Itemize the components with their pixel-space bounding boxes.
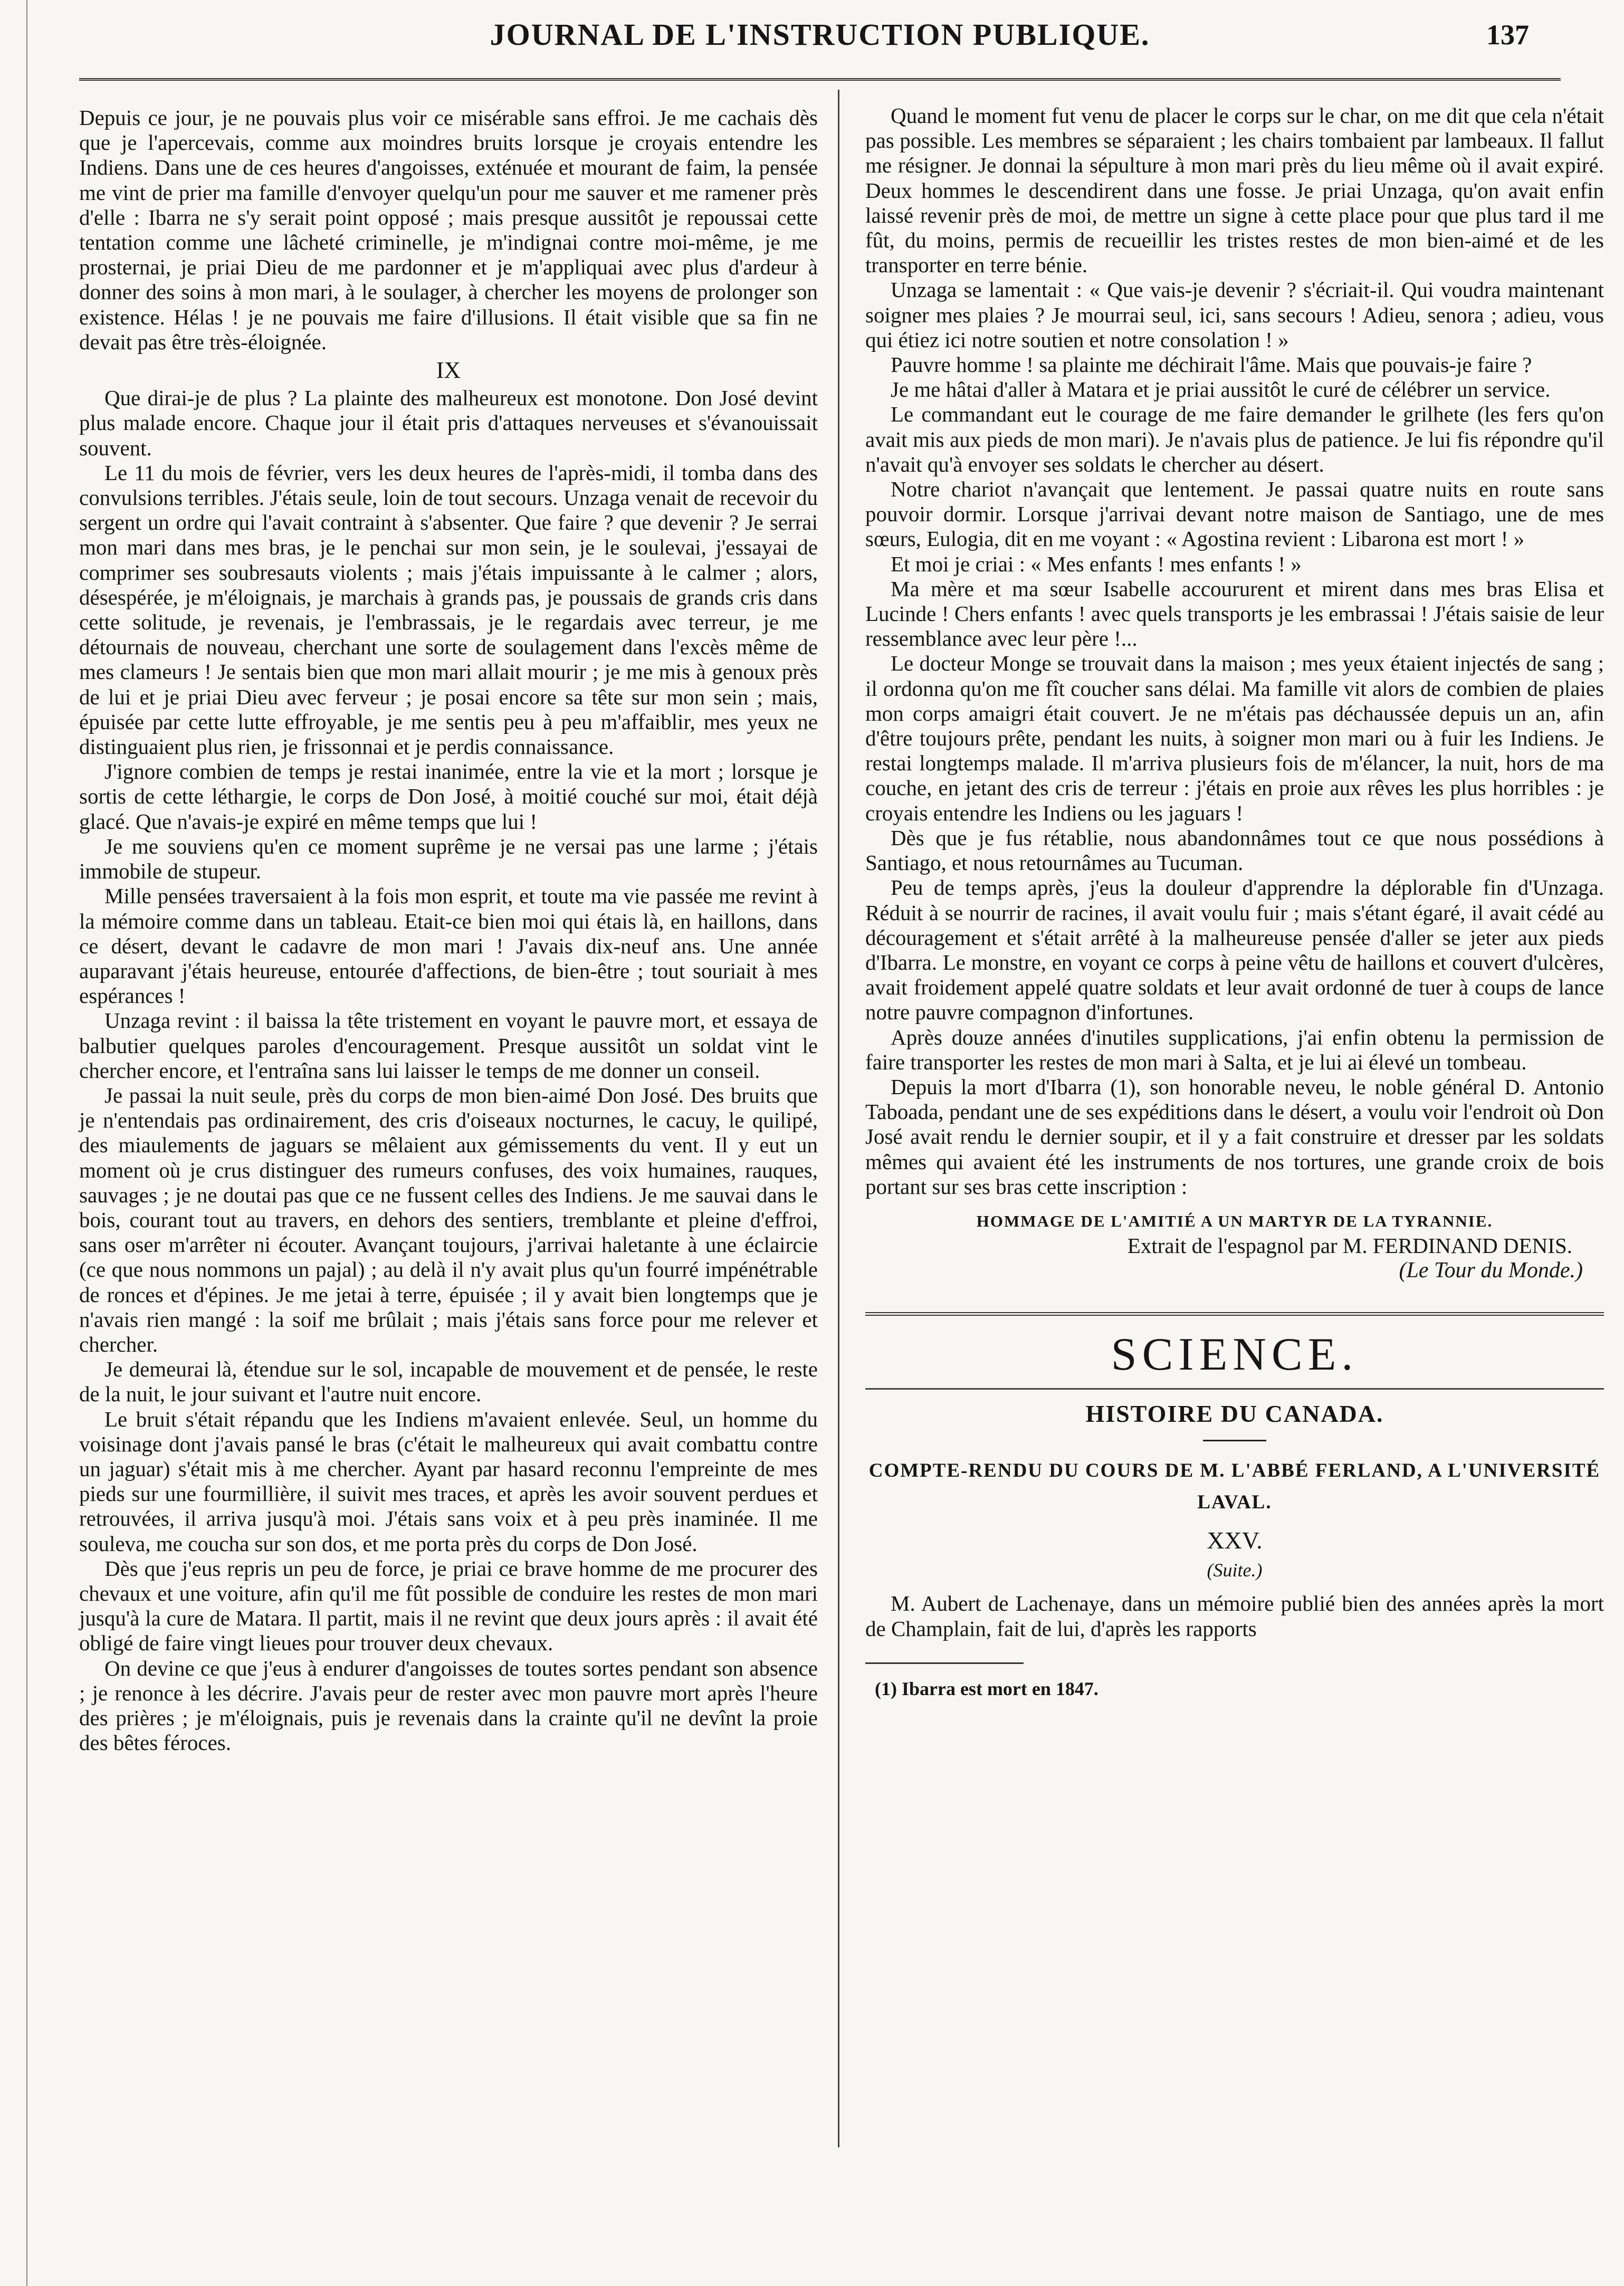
science-heading: SCIENCE. <box>1111 1328 1359 1380</box>
paragraph: J'ignore combien de temps je restai inanimée, entre la vie et la mort ; lorsque je sortis de cette léthargie, le corps de Don José, à moitié couché sur moi, était déjà glacé. Que n'avais-je expiré en même temps que lui ! <box>79 759 818 834</box>
paragraph: Je passai la nuit seule, près du corps de mon bien-aimé Don José. Des bruits que je n'entendais pas ordinairement, des cris d'oiseaux nocturnes, le cacuy, le quilipé, des miaulements de jaguars se mêlaient aux gémissements du vent. Il y eut un moment où je crus distinguer des rumeurs confuses, des voix humaines, rauques, sauvages ; je ne doutai pas que ce ne fussent celles des Indiens. Je me sauvai dans le bois, courant tout au travers, en dehors des sentiers, tremblante et pleine d'effroi, sans oser m'arrêter ni écouter. Avançant toujours, j'arrivai haletante à une éclaircie (ce que nous nommons un pajal) ; au delà il n'y avait plus qu'un fourré impénétrable de ronces et d'épines. Je me jetai à terre, épuisée ; il y avait bien longtemps que je n'avais rien mangé : la soif me brûlait ; mais j'étais sans force pour me relever et chercher. <box>79 1083 818 1356</box>
paragraph: Le commandant eut le courage de me faire demander le grilhete (les fers qu'on avait mis aux pieds de mon mari). Je n'avais plus de patience. Je lui fis répondre qu'il n'avait qu'à envoyer ses soldats le chercher au désert. <box>865 402 1604 476</box>
paragraph: Unzaga revint : il baissa la tête tristement en voyant le pauvre mort, et essaya de balbutier quelques paroles d'encouragement. Presque aussitôt un soldat vint le chercher encore, et l'entraîna sans lui laisser le temps de me donner un conseil. <box>79 1008 818 1083</box>
cross-inscription: HOMMAGE DE L'AMITIÉ A UN MARTYR DE LA TYRANNIE. <box>976 1211 1493 1230</box>
part-number: XXV. <box>1207 1526 1263 1554</box>
title-rule <box>1203 1440 1266 1441</box>
paragraph: Depuis la mort d'Ibarra (1), son honorable neveu, le noble général D. Antonio Taboada, pendant une de ses expéditions dans le désert, a voulu voir l'endroit où Don José avait rendu le dernier soupir, et il y a fait construire et dresser par les soldats mêmes qui avaient été les instruments de nos tortures, une grande croix de bois portant sur ses bras cette inscription : <box>865 1074 1604 1199</box>
footnote-rule <box>865 1662 1024 1664</box>
paragraph: Ma mère et ma sœur Isabelle accoururent et mirent dans mes bras Elisa et Lucinde ! Chers enfants ! avec quels transports je les embrassai ! J'étais saisie de leur ressemblance avec leur père !... <box>865 576 1604 651</box>
column-divider <box>838 90 839 2147</box>
paragraph: Après douze années d'inutiles supplications, j'ai enfin obtenu la permission de faire transporter les restes de mon mari à Salta, et je lui ai élevé un tombeau. <box>865 1025 1604 1074</box>
paragraph: Je me souviens qu'en ce moment suprême je ne versai pas une larme ; j'étais immobile de stupeur. <box>79 834 818 884</box>
source-citation: (Le Tour du Monde.) <box>1399 1258 1583 1283</box>
article-title: HISTOIRE DU CANADA. <box>1085 1400 1384 1427</box>
paragraph: Le docteur Monge se trouvait dans la maison ; mes yeux étaient injectés de sang ; il ordonna qu'on me fît coucher sans délai. Ma famille vit alors de combien de plaies mon corps amaigri était couvert. Je ne m'étais pas déchaussée depuis un an, afin d'être toujours prête, pendant les nuits, à soigner mon mari ou à fuir les Indiens. Je restai longtemps malade. Il m'arriva plusieurs fois de m'élancer, la nuit, hors de ma couche, en jetant des cris de terreur : j'étais en proie aux rêves les plus horribles : je croyais entendre les Indiens ou les jaguars ! <box>865 651 1604 825</box>
paragraph: Pauvre homme ! sa plainte me déchirait l'âme. Mais que pouvais-je faire ? <box>891 352 1532 377</box>
page-header <box>79 14 1561 56</box>
header-rule <box>79 78 1561 81</box>
paragraph: Le 11 du mois de février, vers les deux heures de l'après-midi, il tomba dans des convulsions terribles. J'étais seule, loin de tout secours. Unzaga venait de recevoir du sergent un ordre qui l'avait contraint à s'absenter. Que faire ? que devenir ? Je serrai mon mari dans mes bras, je le penchai sur mon sein, je le soulevai, j'essayai de comprimer ses soubresauts violents ; mais j'étais impuissante à le calmer ; alors, désespérée, je m'éloignais, je marchais à grands pas, je poussais de grands cris dans cette solitude, je revenais, je l'embrassais, je le regardais avec terreur, je me détournais de nouveau, cherchant une sorte de soulagement dans l'excès même de mes clameurs ! Je sentais bien que mon mari allait mourir ; je me mis à genoux près de lui et je priai Dieu avec ferveur ; je posai encore sa tête sur mon sein ; mais, épuisée par cette lutte effroyable, je me sentis peu à peu m'affaiblir, mes yeux ne distinguaient plus rien, je frissonnai et je perdis connaissance. <box>79 460 818 759</box>
page-binding-edge <box>26 0 27 2286</box>
paragraph: Dès que j'eus repris un peu de force, je priai ce brave homme de me procurer des chevaux et une voiture, afin qu'il me fût possible de conduire les restes de mon mari jusqu'à la cure de Matara. Il partit, mais il ne revint que deux jours après : il avait été obligé de faire vingt lieues pour trouver deux chevaux. <box>79 1556 818 1656</box>
paragraph: Depuis ce jour, je ne pouvais plus voir ce misérable sans effroi. Je me cachais dès que je l'apercevais, comme aux moindres bruits lorsque je croyais entendre les Indiens. Dans une de ces heures d'angoisses, exténuée et mourant de faim, la pensée me vint de prier ma famille d'envoyer quelqu'un pour me sauver et me ramener près d'elle : Ibarra ne s'y serait point opposé ; mais presque aussitôt je repoussai cette tentation comme une lâcheté criminelle, je m'indignai contre moi-même, je me prosternai, je priai Dieu de me pardonner et je m'appliquai avec plus d'ardeur à donner des soins à mon mari, à le soulager, à chercher les moyens de prolonger son existence. Hélas ! je ne pouvais me faire d'illusions. Il était visible que sa fin ne devait pas être très-éloignée. <box>79 106 818 354</box>
footnote: (1) Ibarra est mort en 1847. <box>875 1678 1098 1699</box>
paragraph: Le bruit s'était répandu que les Indiens m'avaient enlevée. Seul, un homme du voisinage dont j'avais pansé le bras (c'était le malheureux qui avait combattu contre un jaguar) s'était mis à me chercher. Ayant par hasard reconnu l'empreinte de mes pieds sur une fourmillière, il suivit mes traces, et après les avoir souvent perdues et retrouvées, il arriva jusqu'à moi. J'étais sans voix et à peu près inaminée. Il me souleva, me coucha sur son dos, et me porta près du corps de Don José. <box>79 1407 818 1556</box>
left-column <box>79 106 818 1755</box>
paragraph: Et moi je criai : « Mes enfants ! mes enfants ! » <box>891 551 1302 576</box>
translation-credit: Extrait de l'espagnol par M. FERDINAND DENIS. <box>1127 1233 1572 1258</box>
paragraph: Je me hâtai d'aller à Matara et je priai aussitôt le curé de célébrer un service. <box>891 377 1551 402</box>
article-subtitle: COMPTE-RENDU DU COURS DE M. L'ABBÉ FERLAND, A L'UNIVERSITÉ LAVAL. <box>868 1459 1601 1513</box>
section-number: IX <box>436 357 461 384</box>
paragraph: Notre chariot n'avançait que lentement. Je passai quatre nuits en route sans pouvoir dormir. Lorsque j'arrivai devant notre maison de Santiago, une de mes sœurs, Eulogia, dit en me voyant : « Agostina revient : Libarona est mort ! » <box>865 477 1604 551</box>
paragraph: Quand le moment fut venu de placer le corps sur le char, on me dit que cela n'était pas possible. Les membres se séparaient ; les chairs tombaient par lambeaux. Il fallut me résigner. Je donnai la sépulture à mon mari près du lieu même où il avait expiré. Deux hommes le descendirent dans une fosse. Je priai Unzaga, qu'on avait enfin laissé revenir près de moi, de mettre un signe à cette place pour que plus tard il me fût, du moins, permis de recueillir les tristes restes de mon bien-aimé et de les transporter en terre bénie. <box>865 103 1604 278</box>
paragraph: Unzaga se lamentait : « Que vais-je devenir ? s'écriait-il. Qui voudra maintenant soigner mes plaies ? Je mourrai seul, ici, sans secours ! Adieu, senora ; adieu, vous qui étiez ici notre soutien et notre consolation ! » <box>865 278 1604 352</box>
paragraph: Dès que je fus rétablie, nous abandonnâmes tout ce que nous possédions à Santiago, et nous retournâmes au Tucuman. <box>865 825 1604 875</box>
paragraph: Mille pensées traversaient à la fois mon esprit, et toute ma vie passée me revint à la mémoire comme dans un tableau. Etait-ce bien moi qui étais là, en haillons, dans ce désert, devant le cadavre de mon mari ! J'avais dix-neuf ans. Une année auparavant j'étais heureuse, entourée d'affections, de bien-être ; tout souriait à mes espérances ! <box>79 884 818 1008</box>
heading-rule <box>865 1388 1604 1390</box>
continued-note: (Suite.) <box>1207 1560 1263 1581</box>
paragraph: M. Aubert de Lachenaye, dans un mémoire publié bien des années après la mort de Champlain, fait de lui, d'après les rapports <box>865 1591 1604 1641</box>
page-number: 137 <box>1486 19 1529 51</box>
right-column <box>865 103 1604 1701</box>
paragraph: Peu de temps après, j'eus la douleur d'apprendre la déplorable fin d'Unzaga. Réduit à se nourrir de racines, il avait voulu fuir ; mais s'étant égaré, il avait cédé au découragement et s'était arrêté à la malheureuse pensée d'aller se jeter aux pieds d'Ibarra. Le monstre, en voyant ce corps à peine vêtu de haillons et couvert d'ulcères, avait froidement appelé quatre soldats et leur avait ordonné de tuer à coups de lance notre pauvre compagnon d'infortunes. <box>865 875 1604 1025</box>
paragraph: On devine ce que j'eus à endurer d'angoisses de toutes sortes pendant son absence ; je renonce à les décrire. J'avais peur de rester avec mon pauvre mort après l'heure des prières ; je m'éloignais, puis je revenais dans la crainte qu'il ne devînt la proie des bêtes féroces. <box>79 1656 818 1755</box>
paragraph: Je demeurai là, étendue sur le sol, incapable de mouvement et de pensée, le reste de la nuit, le jour suivant et l'autre nuit encore. <box>79 1357 818 1407</box>
section-separator <box>865 1312 1604 1316</box>
journal-title: JOURNAL DE L'INSTRUCTION PUBLIQUE. <box>490 17 1150 52</box>
paragraph: Que dirai-je de plus ? La plainte des malheureux est monotone. Don José devint plus malade encore. Chaque jour il était pris d'attaques nerveuses et s'évanouissait souvent. <box>79 386 818 460</box>
